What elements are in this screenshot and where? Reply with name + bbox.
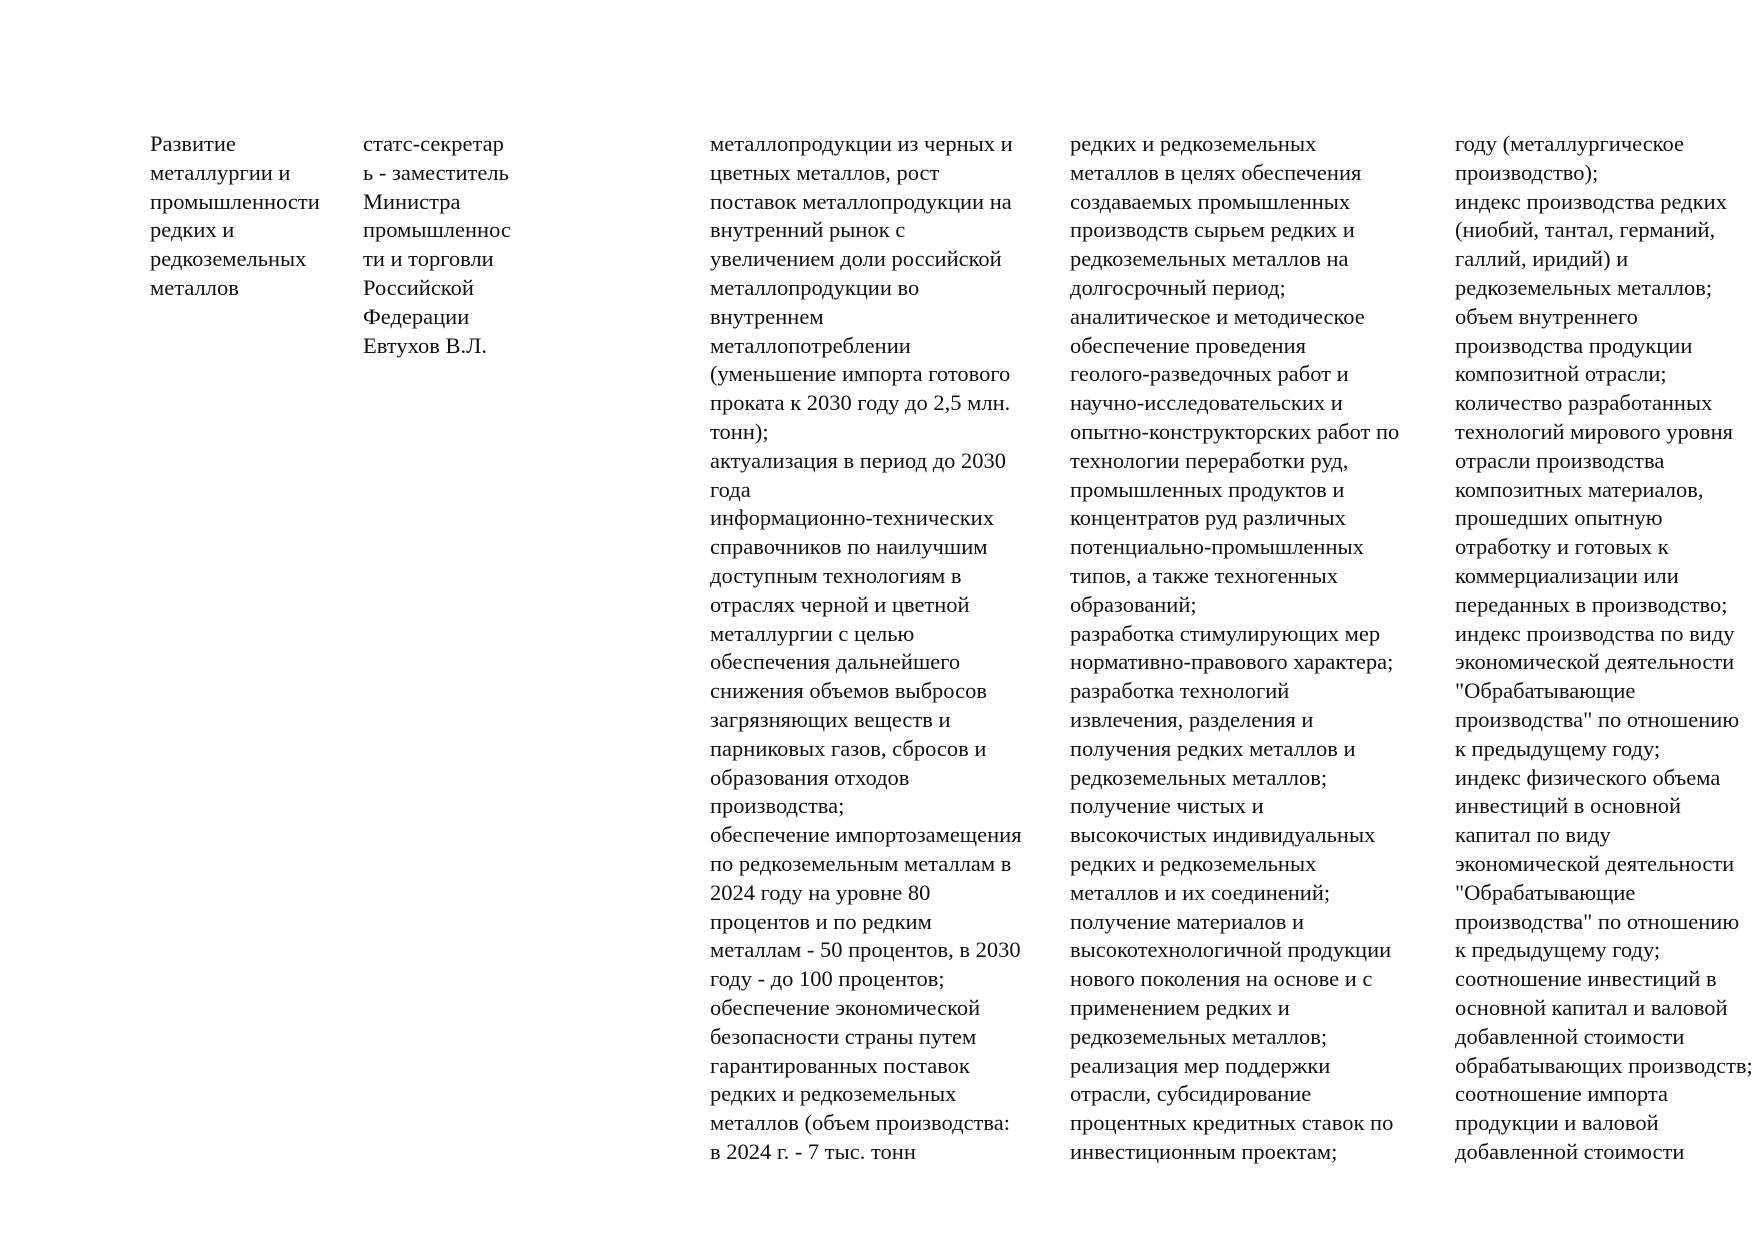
results-text-line: по редкоземельным металлам в <box>710 850 1012 876</box>
indicators-text-line: прошедших опытную <box>1455 505 1663 531</box>
measures-text-line: нового поколения на основе и с <box>1070 966 1373 992</box>
measures-text-line: образований; <box>1070 591 1197 617</box>
responsible-text-line: Федерации <box>363 303 470 329</box>
indicators-text-line: галлий, иридий) и <box>1455 246 1629 272</box>
results-text-line: металлопродукции из черных и <box>710 131 1013 156</box>
measures-text-line: извлечения, разделения и <box>1070 706 1314 732</box>
measures-text-line: научно-исследовательских и <box>1070 390 1343 416</box>
indicators-text-line: композитных материалов, <box>1455 476 1704 502</box>
results-text-line: образования отходов <box>710 764 910 790</box>
responsible-text-line: ь - заместитель <box>363 159 509 185</box>
results-text-line: загрязняющих веществ и <box>710 706 951 732</box>
indicators-text-line: производства" по отношению <box>1455 908 1740 934</box>
results-text-line: производства; <box>710 793 845 819</box>
results-text-line: доступным технологиям в <box>710 562 962 588</box>
results-text-line: внутренний рынок с <box>710 217 906 243</box>
measures-text-line: производств сырьем редких и <box>1070 217 1355 243</box>
results-text-line: редких и редкоземельных <box>710 1081 957 1107</box>
results-text-line: увеличением доли российской <box>710 246 1002 272</box>
measures-text-line: долгосрочный период; <box>1070 274 1286 300</box>
measures-text-line: высокотехнологичной продукции <box>1070 937 1392 963</box>
indicators-text-line: соотношение инвестиций в <box>1455 966 1717 992</box>
measures-text-line: технологии переработки руд, <box>1070 447 1349 473</box>
measures-text-line: типов, а также техногенных <box>1070 562 1338 588</box>
indicators-text-line: отработку и готовых к <box>1455 534 1669 560</box>
results-text-line: (уменьшение импорта готового <box>710 361 1011 387</box>
measures-text-line: металлов и их соединений; <box>1070 879 1331 905</box>
indicators-text-line: соотношение импорта <box>1455 1081 1668 1107</box>
results-text-line: безопасности страны путем <box>710 1023 977 1049</box>
results-text-line: обеспечение экономической <box>710 994 981 1020</box>
indicators-text-line: обрабатывающих производств; <box>1455 1052 1753 1078</box>
results-text-line: проката к 2030 году до 2,5 млн. <box>710 390 1011 416</box>
direction-text-line: редкоземельных <box>150 246 307 272</box>
measures-text-line: разработка технологий <box>1070 678 1290 704</box>
indicators-text-line: "Обрабатывающие <box>1455 879 1636 905</box>
indicators-text-line: производства" по отношению <box>1455 706 1740 732</box>
results-text-line: справочников по наилучшим <box>710 534 988 560</box>
measures-text-line: обеспечение проведения <box>1070 332 1306 358</box>
measures-text-line: разработка стимулирующих мер <box>1070 620 1381 646</box>
measures-text-line: применением редких и <box>1070 994 1290 1020</box>
results-text-line: металлопотреблении <box>710 332 911 358</box>
results-text-line: актуализация в период до 2030 <box>710 447 1007 473</box>
indicators-text-line: редкоземельных металлов; <box>1455 274 1713 300</box>
indicators-text-line: капитал по виду <box>1455 822 1611 848</box>
indicators-text-line: инвестиций в основной <box>1455 793 1682 819</box>
indicators-text-line: производства продукции <box>1455 332 1693 358</box>
direction-text-line: металлургии и <box>150 159 291 185</box>
results-text-line: металлов (объем производства: <box>710 1110 1010 1136</box>
results-text-line: металлам - 50 процентов, в 2030 <box>710 937 1021 963</box>
measures-text-line: аналитическое и методическое <box>1070 303 1365 329</box>
results-text-line: процентов и по редким <box>710 908 932 934</box>
measures-text-line: реализация мер поддержки <box>1070 1052 1331 1078</box>
responsible-column <box>363 130 533 360</box>
results-text-line: снижения объемов выбросов <box>710 678 987 704</box>
results-text-line: информационно-технических <box>710 505 994 531</box>
measures-text-line: создаваемых промышленных <box>1070 188 1351 214</box>
indicators-text-line: композитной отрасли; <box>1455 361 1667 387</box>
measures-text-line: редких и редкоземельных <box>1070 131 1317 156</box>
results-text-line: металлургии с целью <box>710 620 915 646</box>
indicators-text-line: продукции и валовой <box>1455 1110 1659 1136</box>
measures-text-line: получение чистых и <box>1070 793 1264 819</box>
indicators-text-line: экономической деятельности <box>1455 850 1735 876</box>
indicators-text-line: экономической деятельности <box>1455 649 1735 675</box>
indicators-text-line: к предыдущему году; <box>1455 735 1661 761</box>
measures-text-line: редкоземельных металлов; <box>1070 764 1328 790</box>
measures-text-line: процентных кредитных ставок по <box>1070 1110 1394 1136</box>
responsible-text-line: Евтухов В.Л. <box>363 332 488 358</box>
measures-text-line: получения редких металлов и <box>1070 735 1356 761</box>
results-text-line: в 2024 г. - 7 тыс. тонн <box>710 1138 916 1164</box>
indicators-text-line: индекс физического объема <box>1455 764 1721 790</box>
results-text-line: цветных металлов, рост <box>710 159 940 185</box>
measures-text-line: получение материалов и <box>1070 908 1305 934</box>
responsible-text-line: Министра <box>363 188 461 214</box>
indicators-text-line: (ниобий, тантал, германий, <box>1455 217 1716 243</box>
measures-text-line: высокочистых индивидуальных <box>1070 822 1376 848</box>
responsible-text-line: ти и торговли <box>363 246 494 272</box>
direction-text-line: редких и <box>150 217 235 243</box>
indicators-text-line: добавленной стоимости <box>1455 1023 1685 1049</box>
indicators-text-line: производство); <box>1455 159 1599 185</box>
indicators-text-line: индекс производства по виду <box>1455 620 1735 646</box>
measures-text-line: концентратов руд различных <box>1070 505 1346 531</box>
responsible-text-line: Российской <box>363 274 474 300</box>
results-text-line: внутреннем <box>710 303 824 329</box>
direction-text-line: Развитие <box>150 131 236 156</box>
measures-text-line: инвестиционным проектам; <box>1070 1138 1338 1164</box>
measures-column <box>1070 130 1455 1167</box>
results-text-line: обеспечения дальнейшего <box>710 649 961 675</box>
measures-text-line: отрасли, субсидирование <box>1070 1081 1312 1107</box>
measures-text-line: металлов в целях обеспечения <box>1070 159 1362 185</box>
measures-text-line: редких и редкоземельных <box>1070 850 1317 876</box>
indicators-text-line: к предыдущему году; <box>1455 937 1661 963</box>
results-text-line: обеспечение импортозамещения <box>710 822 1022 848</box>
indicators-text-line: основной капитал и валовой <box>1455 994 1728 1020</box>
measures-text-line: редкоземельных металлов; <box>1070 1023 1328 1049</box>
results-text-line: году - до 100 процентов; <box>710 966 945 992</box>
measures-text-line: опытно-конструкторских работ по <box>1070 418 1400 444</box>
responsible-text-line: статс-секретар <box>363 131 504 156</box>
direction-text-line: промышленности <box>150 188 320 214</box>
direction-column <box>150 130 355 303</box>
results-text-line: поставок металлопродукции на <box>710 188 1012 214</box>
indicators-text-line: "Обрабатывающие <box>1455 678 1636 704</box>
measures-text-line: промышленных продуктов и <box>1070 476 1345 502</box>
indicators-text-line: индекс производства редких <box>1455 188 1727 214</box>
indicators-text-line: объем внутреннего <box>1455 303 1638 329</box>
results-text-line: отраслях черной и цветной <box>710 591 970 617</box>
direction-text-line: металлов <box>150 274 239 300</box>
responsible-text-line: промышленнос <box>363 217 511 243</box>
measures-text-line: геолого-разведочных работ и <box>1070 361 1349 387</box>
results-text-line: года <box>710 476 751 502</box>
results-text-line: 2024 году на уровне 80 <box>710 879 931 905</box>
indicators-text-line: переданных в производство; <box>1455 591 1728 617</box>
results-text-line: металлопродукции во <box>710 274 920 300</box>
indicators-text-line: году (металлургическое <box>1455 131 1684 156</box>
indicators-text-line: количество разработанных <box>1455 390 1713 416</box>
results-text-line: тонн); <box>710 418 769 444</box>
results-column <box>710 130 1060 1167</box>
indicators-text-line: отрасли производства <box>1455 447 1665 473</box>
measures-text-line: нормативно-правового характера; <box>1070 649 1394 675</box>
measures-text-line: редкоземельных металлов на <box>1070 246 1349 272</box>
indicators-text-line: добавленной стоимости <box>1455 1138 1685 1164</box>
measures-text-line: потенциально-промышленных <box>1070 534 1364 560</box>
results-text-line: парниковых газов, сбросов и <box>710 735 987 761</box>
indicators-text-line: коммерциализации или <box>1455 562 1679 588</box>
indicators-column <box>1455 130 1754 1167</box>
indicators-text-line: технологий мирового уровня <box>1455 418 1733 444</box>
results-text-line: гарантированных поставок <box>710 1052 970 1078</box>
